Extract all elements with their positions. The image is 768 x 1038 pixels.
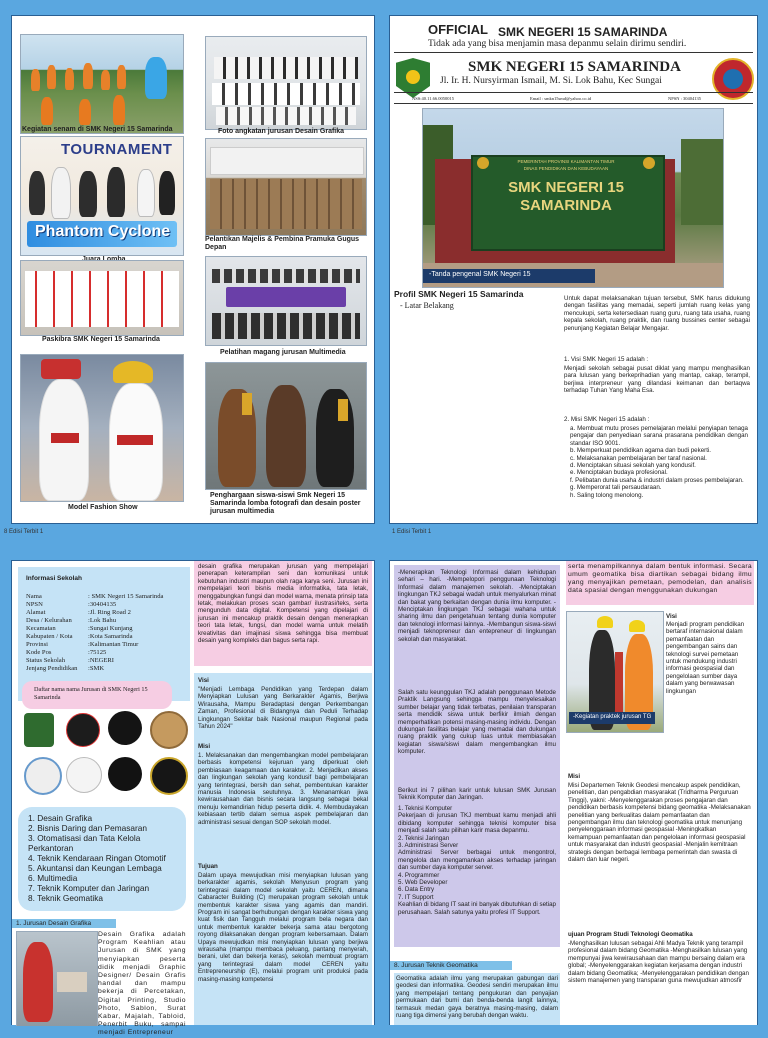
jurusan8-bar: 8. Jurusan Teknik Geomatika xyxy=(390,961,512,970)
photo-desain-grafika xyxy=(16,931,98,1026)
major-item: 5. Akuntansi dan Keungan Lembaga xyxy=(28,863,162,873)
major-item: 8. Teknik Geomatika xyxy=(28,893,104,903)
caption-magang: Pelatihan magang jurusan Multimedia xyxy=(220,349,346,356)
npsn: NPSN : 30404135 xyxy=(668,96,702,101)
logo-jurusan-4 xyxy=(150,711,188,749)
email: Email : smkn15smd@yahoo.co.id xyxy=(530,96,592,101)
tg-tujuan-label: ujuan Program Studi Teknologi Geomatika xyxy=(568,931,693,938)
karir-item: 4. Programmer xyxy=(398,871,440,879)
footer-page-8: 8 Edisi Terbit 1 xyxy=(4,529,44,535)
photo-fashion xyxy=(20,354,184,502)
province-logo-right xyxy=(712,58,754,100)
info-table: Nama : SMK Negeri 15 Samarinda NPSN :30404135 Alamat :Jl. Ring Road 2 Desa / Kelurahan :Lok Bahu Kecamatan :Sungai Kunjang Kabupaten / Kota :Kota Samarinda Provinsi :Kalimantan Timur Kode Pos :75125 Status Sekolah :NEGERI Jenjang Pendidikan :SMK xyxy=(26,593,164,672)
photo-tournament xyxy=(20,136,184,256)
tg-tujuan-text: -Menghasilkan lulusan sebagai Ahli Madya Teknik yang terampil profesional dalam bidang Geomatika -Menghasilkan lulusan yang mempunyai jiwa kewirausahaan dan mampu bersaing dalam era global; -Menyelenggarakan kegiatan kerjasama dengan industri dalam bidang Geomatika; -Menyelenggarakan pendidikan dengan sistem manajemen yang transparan guna mewujudkan atmosfir xyxy=(568,940,749,985)
misi-item: e. Menciptakan budaya profesional. xyxy=(570,469,668,477)
logo-jurusan-3 xyxy=(108,711,142,745)
karir-item: Pekerjaan di jurusan TKJ membuat kamu menjadi ahli dibidang komputer sehingga teknisi komputer bisa menjadi salah satu pilihan karir masa depanmu. xyxy=(398,812,556,835)
photo-tg xyxy=(566,611,664,733)
school-address: Jl. Ir. H. Nursyirman Ismail, M. Si. Lok Bahu, Kec Sungai xyxy=(440,76,662,86)
misi-label: Misi xyxy=(198,743,211,750)
sign-city-text: SAMARINDA xyxy=(520,197,612,214)
profil-heading: Profil SMK Negeri 15 Samarinda xyxy=(394,289,524,299)
tujuan-label: Tujuan xyxy=(198,863,218,870)
tagline: Tidak ada yang bisa menjamin masa depanmu selain dirimu sendiri. xyxy=(428,39,687,49)
misi-item: d. Menciptakan situasi sekolah yang kondusif. xyxy=(570,462,696,470)
major-item: 1. Desain Grafika xyxy=(28,813,93,823)
tournament-banner-text: TOURNAMENT xyxy=(61,141,173,158)
tg-caption: -Kegiatan praktek jurusan TG xyxy=(573,714,652,720)
info-title: Informasi Sekolah xyxy=(26,575,82,582)
logo-jurusan-2 xyxy=(66,713,100,747)
col2-top-box xyxy=(194,561,372,666)
caption-penghargaan: Penghargaan siswa-siswi Smk Negeri 15 Samarinda lomba fotografi dan desain poster jurusan multimedia xyxy=(210,492,361,515)
header-title: SMK NEGERI 15 SAMARINDA xyxy=(498,25,668,39)
sign-name-text: SMK NEGERI 15 xyxy=(508,179,624,196)
logo-jurusan-8 xyxy=(150,757,188,795)
photo-paskibra xyxy=(20,260,184,336)
sign-photo-caption: -Tanda pengenal SMK Negeri 15 xyxy=(429,271,531,278)
geo-text: Geomatika adalah ilmu yang merupakan gabungan dari geodesi dan informatika. Geodesi sendiri merupakan ilmu yang mempelajari tentang pengukuran dan penyajian permukaan dari bumi dan benda-benda langit lainnya, termasuk medan gaya beratnya masing-masing, dalam ruang tiga dimensi yang berubah dengan waktu. xyxy=(396,975,558,1020)
misi-item: g. Memperorat tali persaudaraan. xyxy=(570,484,662,492)
geo-col2-top: serta menampilkannya dalam bentuk informasi. Secara umum geomatika bisa diartikan sebagai bidang ilmu yang menyajikan pemetaan, pemodelan, dan analisis data spasial dengan menggunakan dukungan xyxy=(568,563,752,594)
major-item: 4. Teknik Kendaraan Ringan Otomotif xyxy=(28,853,166,863)
misi-list xyxy=(570,425,748,499)
karir-item: Keahlian di bidang IT saat ini banyak dibutuhkan di setiap perusahaan. Salah satunya yaitu profesi IT Support. xyxy=(398,901,556,916)
misi-item: h. Saling tolong menolong. xyxy=(570,491,644,499)
visi-label: Visi xyxy=(198,677,209,684)
karir-item: 5. Web Developer xyxy=(398,879,448,887)
col2-top-box xyxy=(566,561,754,605)
tujuan-text: Dalam upaya mewujudkan misi menyiapkan lulusan yang berkarakter agamis, sekolah Menyusun program yang terintegrasi dalam model sekolah yaitu CEREN, dimana Cabaracter Building (C) merupakan program sekolah untuk membentuk karakter siswa yang agamis dan mandiri. Program ini sangat berhubungan dengan karakter siswa yang kuat fisik dan Tangguh melalui program bela negara dan untuk membentuk karakter bekerja sama atau bergotong royong dilaksanakan dengan program kebersamaan. Dalam Upaya mewujudkan misi menyiapkan lulusan yang berjiwa wirausaha (mampu membaca peluang, pantang menyerah, berani, ulet dan bekerja keras), sekolah membuat program yang terintegrasi dalam model CEREN yaitu Entrepreneurship (E), melalui program unit produksi pada masing-masing kompetensi xyxy=(198,872,368,983)
page-1 xyxy=(389,15,758,524)
majors-box xyxy=(18,807,186,911)
footer-page-1: 1 Edisi Terbit 1 xyxy=(392,529,432,535)
karir-item: 1. Teknisi Komputer xyxy=(398,805,453,812)
dg-text: Desain Grafika adalah Program Keahlian atau Jurusan di SMK yang menyiapkan peserta didik menjadi Graphic Designer/ Desain Grafis handal dan mampu bekerja di Percetakan, Digital Printing, Studio Photo, Sablon, Surat Kabar, Majalah, Tabloid, Penerbit Buku, sampai menjadi Entrepreneur xyxy=(98,931,186,1037)
jurusan-note: Daftar nama nama Jurusan di SMK Negeri 15 Samarinda xyxy=(34,686,148,701)
logo-jurusan-6 xyxy=(66,757,102,793)
geo-box xyxy=(394,973,560,1025)
major-item: 7. Teknik Komputer dan Jaringan xyxy=(28,883,150,893)
karir-item: 6. Data Entry xyxy=(398,886,435,894)
misi-heading: 2. Misi SMK Negeri 15 adalah : xyxy=(564,416,650,423)
misi-item: a. Membuat mutu proses pemelajaran melalui penyiapan tenaga pengajar dan penyediaan sarana prasarana pendidikan dengan standar ISO 9001. xyxy=(570,425,748,447)
caption-senam: Kegiatan senam di SMK Negeri 15 Samarinda xyxy=(22,126,173,133)
tkj-box xyxy=(394,565,560,947)
page-8 xyxy=(11,15,375,524)
photo-senam xyxy=(20,34,184,134)
majors-list xyxy=(28,813,184,903)
visi-misi-box xyxy=(194,673,372,1025)
logo-jurusan-5 xyxy=(24,757,62,795)
tkj-keunggulan: Salah satu keunggulan TKJ adalah penggunaan Metode Praktik Langsung sehingga mampu menyelesaikan sumber belajar yang tidak terbatas, penilaian transparan serta mendidik siswa untuk berfikir ilmiah dengan memperhatikan potensi masing-masing individu. Dengan dukungan fasilitas belajar yang memadai dan dukungan ruang praktik yang cukup luas untuk membiasakan kegiatan siswa/siswi dalam mengembangkan ilmu komputer. xyxy=(398,689,556,756)
karir-item: 7. IT Support xyxy=(398,893,434,901)
tg-visi-label: Visi xyxy=(666,613,677,620)
tkj-karir-intro: Berikut ini 7 pilihan karir untuk lulusan SMK Jurusan Teknik Komputer dan Jaringan. xyxy=(398,787,556,802)
jurusan1-bar: 1. Jurusan Desain Grafika xyxy=(12,919,116,928)
logo-jurusan-1 xyxy=(24,713,54,747)
school-name: SMK NEGERI 15 SAMARINDA xyxy=(468,59,681,75)
caption-angkatan: Foto angkatan jurusan Desain Grafika xyxy=(218,128,345,135)
photo-magang xyxy=(205,256,367,346)
visi-text: Menjadi sekolah sebagai pusat diklat yang mampu menghasilkan para lulusan yang berkeprihadian yang mantap, cakap, terampil, berjiwa interpreneur yang dilandasi keimanan dan bertaqwa terhadap Tuhan Yang Maha Esa. xyxy=(564,365,750,395)
visi-heading: 1. Visi SMK Negeri 15 adalah : xyxy=(564,356,649,363)
photo-pramuka xyxy=(205,138,367,236)
visi-text: "Menjadi Lembaga Pendidikan yang Terdepan dalam Menyiapkan Lulusan yang Berkarakter Agamis, Berjiwa Wirausaha, Mampu Beradaptasi dengan Perkembangan Zaman, Profesional di Bidangnya dan Peduli Terhadap Lingkungan Sekitar baik Nasional maupun Regional pada Tahun 2024" xyxy=(198,686,368,731)
sign-top-text: PEMERINTAH PROVINSI KALIMANTAN TIMUR xyxy=(517,159,615,164)
karir-item: 2. Teknisi Jaringan xyxy=(398,834,450,842)
karir-item: 3. Administrasi Server xyxy=(398,842,459,850)
major-item: 3. Otomatisasi dan Tata Kelola Perkantoran xyxy=(28,833,141,853)
profil-intro: Untuk dapat melaksanakan tujuan tersebut, SMK harus didukung dengan fasilitas yang memadai, seperti jumlah ruang kelas yang mencukupi, serta ketersediaan ruang guru, ruang tata usaha, ruang kepala sekolah, ruang praktik, dan ruang bussines center sebagai penunjang Kegiatan Belajar Mengajar. xyxy=(564,295,750,332)
caption-fashion: Model Fashion Show xyxy=(68,504,138,511)
caption-pramuka: Pelantikan Majelis & Pembina Pramuka Gugus Depan xyxy=(205,236,360,251)
misi-text: 1. Melaksanakan dan mengembangkan model pembelajaran berbasis kompetensi kejuruan yang diperkuat oleh pembiasaan keagamaan dan karakter. 2. Menjadikan akses dan lingkungan sekolah yang kondusif bagi pembelajaran yang terintegrasi, bersih dan sehat, pembentukan karakter manusia Indonesia seutuhnya. 3. Menanamkan jiwa kewirausahaan dan bisnis secara langsung sebagai bekal menuju kemandirian hidup peserta didik. 4. Membudayakan kebiasaan tertib dalam semua aspek pembelajaran dan administrasi sesuai dengan SOP sekolah model. xyxy=(198,752,368,826)
tkj-list: -Menerapkan Teknologi Informasi dalam kehidupan sehari – hari. -Mempelopori penggunaan Teknologi Informasi dalam manajemen sekolah. -Menciptakan lingkungan TKJ sebagai wadah untuk menyalurkan minat dan bakat yang berkaitan dengan dunia ilmu komputer. -Menciptakan lingkungan TKJ sebagai wahana untuk sharing ilmu dan pengetahuan tentang dunia komputer dan teknologi informasi lainnya. -Membangun siswa-siswi menjadi teknopreneur dan entepreneur di lingkungan sekolah dan masyarakat. xyxy=(398,569,556,643)
phantom-cyclone-text: Phantom Cyclone xyxy=(35,223,171,240)
latar-belakang: - Latar Belakang xyxy=(400,301,454,310)
tkj-karir-list xyxy=(398,805,556,916)
tg-misi-label: Misi xyxy=(568,773,581,780)
nss: NSS:40.11.66.0050015 xyxy=(412,96,454,101)
misi-item: b. Memperkuat pendidikan agama dan budi pekerti. xyxy=(570,447,712,455)
page-2 xyxy=(11,560,375,1037)
major-item: 6. Multimedia xyxy=(28,873,78,883)
sign-mid-text: DINAS PENDIDIKAN DAN KEBUDAYAAN xyxy=(523,166,609,171)
photo-school-sign xyxy=(422,108,724,288)
photo-angkatan xyxy=(205,36,367,130)
tg-misi-text: Misi Departemen Teknik Geodesi mencakup aspek pendidikan, penelitian, dan pengabdian masyarakat (Tridharma Perguruan Tinggi), yakni: -Menyelenggarakan proses pengajaran dan pendidikan berbasis kompetensi bidang geomatika -Melaksanakan penelitian yang berkualitas dalam pemanfaatan dan pengembangan ilmu dan teknologi geomatika untuk menunjang penyelenggaraan informasi geospasial -Meningkatkan kemampuan pemanfaatan dan pengelolaan informasi geospasial untuk masyarakat dan industri geospasial -Menjalin kemitraan strategis dengan berbagai lembaga pemerintah dan swasta di dalam dan luar negeri. xyxy=(568,782,751,864)
page-3 xyxy=(389,560,758,1025)
photo-penghargaan xyxy=(205,362,367,490)
logo-jurusan-7 xyxy=(108,757,142,791)
tg-visi-text: Menjadi program pendidikan bertaraf internasional dalam pemanfaatan dan pengembangan sains dan teknologi survei pemetaan untuk mendukung industri informasi geospasial dan pengelolaan sumber daya dalam yang berwawasan lingkungan xyxy=(666,621,745,695)
misi-item: f. Pelibatan dunia usaha & industri dalam proses pembelajaran. xyxy=(570,476,744,484)
karir-item: Administrasi Server berbagai untuk mengontrol, mengelola dan mengamankan akses terhadap jaringan dan sumber daya komputer server. xyxy=(398,849,556,872)
major-item: 2. Bisnis Daring dan Pemasaran xyxy=(28,823,147,833)
jurusan-note-box xyxy=(22,681,172,709)
caption-paskibra: Paskibra SMK Negeri 15 Samarinda xyxy=(42,336,160,343)
col2-top-text: desain grafika merupakan jurusan yang mempelajari penerapan keterampilan seni dan komunikasi untuk kebutuhan industri maupun olah raga karya seni. Jurusan ini mempelajari teori bisnis media informatika, tata letak, menggabungkan fungsi dan model warna, menata prinsip tata letak, melakukan proses scan gambar/ ilustrasi/teks, serta mengunduh data digital. Kompetensi yang dipelajari di jurusan ini mencakup praktik desain dengan menerapkan teori tata letak, fungsi, dan model warna untuk melatih kreativitas dan imajinasi siswa sehingga bisa membuat desain yang kompleks dan bagus serta rapi. xyxy=(198,563,368,645)
misi-item: c. Melaksanakan pembelajaran ber taraf nasional. xyxy=(570,454,707,462)
official-label: OFFICIAL xyxy=(428,22,488,37)
